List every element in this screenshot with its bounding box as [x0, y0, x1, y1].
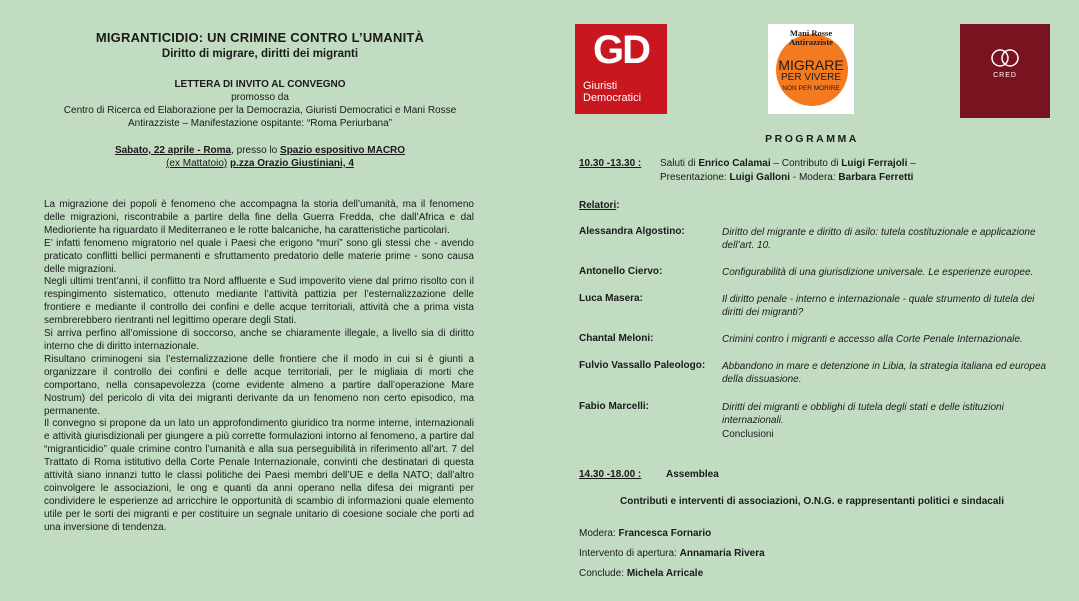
speaker-name: Chantal Meloni: — [579, 333, 654, 344]
speaker-name: Fabio Marcelli: — [579, 401, 650, 412]
event-date: Sabato, 22 aprile - Roma — [114, 145, 232, 156]
organizers-line-1: Centro di Ricerca ed Elaborazione per la Democrazia, Giuristi Democratici e Mani Rosse — [63, 105, 457, 116]
giuristi-democratici-logo — [575, 24, 667, 114]
moderatore-line — [579, 527, 711, 540]
cred-rings-icon — [990, 48, 1020, 68]
mr-small: NON PER MORIRE — [782, 85, 840, 92]
s1-name: Luigi Ferrajoli — [841, 158, 908, 169]
speaker-name: Antonello Ciervo: — [579, 266, 663, 277]
page-subtitle: Diritto di migrare, diritti dei migranti — [161, 48, 359, 60]
s1-name: Barbara Ferretti — [838, 172, 914, 183]
mr-line-2: Antirazziste — [789, 37, 833, 47]
relatori-label: Relatori: — [579, 200, 620, 211]
speaker-name: Alessandra Algostino: — [579, 226, 685, 237]
moderatore-name: Francesca Fornario — [618, 528, 712, 539]
session-1-time — [579, 157, 641, 170]
speaker-talk: Il diritto penale - interno e internazionale - quale strumento di tutela dei diritti dei migranti? — [722, 294, 1035, 318]
speaker-talk: Diritto del migrante e diritto di asilo: tutela costituzionale e applicazione dell’art. 10. — [722, 227, 1036, 251]
organizers-line-2: Antirazziste – Manifestazione ospitante: “Roma Periurbana” — [127, 118, 393, 129]
speaker-name: Luca Masera: — [579, 293, 643, 304]
event-address: p.zza Orazio Giustiniani, 4 — [230, 158, 354, 169]
session-1-line-1 — [660, 157, 1060, 170]
conclude-line — [579, 567, 703, 580]
paragraph: Risultano criminogeni sia l’esternalizzazione delle frontiere che il modo in cui si è giunti a organizzare il controllo dei confini e delle acque territoriali, per le migliaia di morti che comportano, nella consapevolezza (come evidente almeno a partire dall’operazione Mare Nostrum) del pericolo di vita dei migranti derivante da un fenomeno non certo episodico, ma permanente. — [44, 353, 474, 417]
s1-name: Enrico Calamai — [698, 158, 771, 169]
apertura-line — [579, 547, 765, 560]
s1-text: – Contributo di — [770, 158, 842, 169]
paragraph: Si arriva perfino all’omissione di soccorso, anche se chiaramente illegale, a livello sia di diritto interno che di diritto internazionale. — [44, 328, 474, 352]
speaker-talk: Configurabilità di una giurisdizione universale. Le esperienze europee. — [722, 267, 1034, 278]
conclude-label: Conclude: — [579, 568, 627, 579]
mr-big: MIGRARE — [778, 57, 844, 73]
event-venue-2: (ex Mattatoio) — [166, 158, 228, 169]
paragraph: Negli ultimi trent’anni, il conflitto tra Nord affluente e Sud impoverito viene dal primo risolto con il respingimento sistematico, ottenuto mediante l’attività pattizia per l’esternalizzazione delle frontiere e mediante il controllo dei confini e delle acque territoriali, attività che a prima vista sembrerebbero rientranti nel legittimo operare degli Stati. — [44, 276, 474, 327]
speaker-talk: Abbandono in mare e detenzione in Libia, la strategia italiana ed europea della dissuasione. — [722, 361, 1047, 385]
session-2-time — [579, 468, 641, 481]
moderatore-label: Modera: — [579, 528, 619, 539]
event-presso: , presso lo — [231, 145, 278, 156]
gd-text-2: Democratici — [583, 92, 642, 104]
event-date-line — [0, 144, 520, 157]
s1-text: - Modera: — [790, 172, 839, 183]
promoted-by: promosso da — [231, 92, 289, 103]
cred-logo — [960, 24, 1050, 118]
contributi: Contributi e interventi di associazioni, O.N.G. e rappresentanti politici e sindacali — [620, 496, 1004, 507]
cred-text: CRED — [993, 72, 1017, 79]
page-title: MIGRANTICIDIO: UN CRIMINE CONTRO L’UMANITÀ — [95, 30, 425, 45]
apertura-name: Annamaria Rivera — [679, 548, 765, 559]
programma-heading: PROGRAMMA — [765, 133, 859, 145]
letter-body — [44, 199, 474, 535]
apertura-label: Intervento di apertura: — [579, 548, 680, 559]
conclude-name: Michela Arricale — [626, 568, 704, 579]
s1-text: – — [907, 158, 916, 169]
paragraph: Il convegno si propone da un lato un approfondimento giuridico tra norme interne, internazionali e attività giurisdizionali per giungere a più corrette formulazioni intorno al fenomeno, a partire dal “migranticidio” quale crimine contro l’umanità e alla sua perseguibilità in riferimento all’art. 7 del Trattato di Roma istitutivo della Corte Penale Internazionale, convinti che destinatari di questa attività siano innanzi tutto le classi politiche dei Paesi membri dell’UE e della NATO; dall’altro coinvolgere le associazioni, le ong e quanti da anni operano nella difesa dei migranti per condividere le esperienze ad arricchire le opportunità di scambio di informazioni quale elemento utile per le sorti dei migranti e per costituire un segnale unitario di coesione sociale che porti ad una inversione di tendenza. — [44, 418, 474, 533]
gd-mark: GD — [593, 28, 649, 72]
s1-text: Presentazione: — [660, 172, 730, 183]
mr-mid: PER VIVERE — [780, 72, 842, 83]
invite-heading: LETTERA DI INVITO AL CONVEGNO — [174, 79, 346, 90]
session-1-time-text: 10.30 -13.30 : — [579, 158, 642, 169]
s1-name: Luigi Galloni — [729, 172, 791, 183]
session-1-line-2 — [660, 171, 1060, 184]
session-2-title: Assemblea — [666, 469, 719, 480]
speaker-name: Fulvio Vassallo Paleologo: — [579, 360, 706, 371]
mani-rosse-logo — [768, 24, 854, 114]
relatori-text: Relatori — [579, 200, 617, 211]
gd-text-1: Giuristi — [583, 80, 618, 92]
session-2-time-text: 14.30 -18.00 : — [579, 469, 642, 480]
mr-line-1: Mani Rosse — [789, 28, 833, 38]
speaker-talk: Crimini contro i migranti e accesso alla Corte Penale Internazionale. — [722, 334, 1023, 345]
paragraph: La migrazione dei popoli è fenomeno che accompagna la storia dell’umanità, ma il fenomeno delle migrazioni, riscontrabile a partire della fine della Guerra Fredda, che dall’Africa e dal Medioriente ha riguardato il Mediterraneo e le rotte balcaniche, ha caratteristiche particolari. — [44, 199, 474, 236]
event-address-line — [0, 157, 520, 170]
s1-text: Saluti di — [660, 158, 699, 169]
conclusioni: Conclusioni — [722, 429, 774, 440]
paragraph: E’ infatti fenomeno migratorio nel quale i Paesi che erigono “muri” sono gli stessi che - avendo praticato conflitti bellici permanenti e sfruttamento predatorio delle materie prime - sono causa delle migrazioni. — [44, 237, 474, 275]
event-venue: Spazio espositivo MACRO — [280, 145, 406, 156]
speaker-talk: Diritti dei migranti e obblighi di tutela degli stati e delle istituzioni internazionali. — [722, 402, 1004, 426]
